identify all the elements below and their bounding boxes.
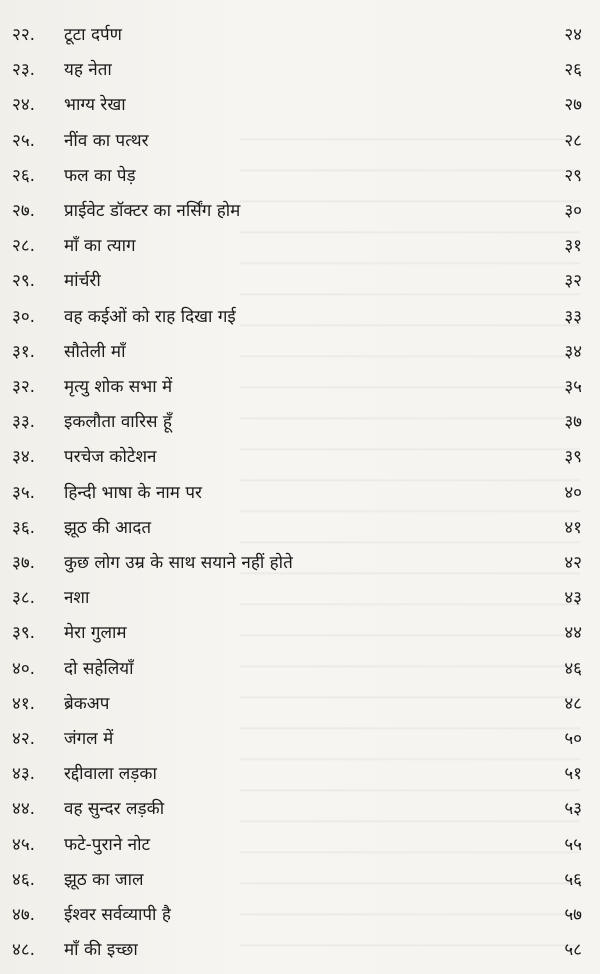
entry-title: मेरा गुलाम — [64, 623, 127, 644]
toc-entry — [0, 581, 600, 615]
entry-page-number: ५३ — [564, 799, 582, 820]
entry-page-number: ३४ — [564, 341, 582, 362]
entry-number: २५. — [12, 130, 36, 151]
entry-number: ४६. — [12, 869, 36, 890]
entry-title: कुछ लोग उम्र के साथ सयाने नहीं होते — [64, 553, 293, 573]
toc-entry — [0, 652, 600, 686]
entry-page-number: ३९ — [564, 447, 582, 468]
toc-entry — [0, 511, 600, 545]
toc-entry — [0, 440, 600, 474]
entry-title: परचेज कोटेशन — [64, 447, 157, 468]
entry-page-number: ५५ — [564, 834, 582, 855]
entry-title: फल का पेड़ — [64, 165, 136, 186]
entry-title: मांर्चरी — [64, 271, 101, 292]
toc-entry — [0, 229, 600, 263]
entry-page-number: ५७ — [564, 905, 582, 925]
toc-entry — [0, 405, 600, 439]
entry-number: ४४. — [12, 799, 36, 820]
entry-page-number: ३७ — [564, 412, 582, 433]
toc-entry — [0, 88, 600, 122]
toc-entry — [0, 194, 600, 228]
toc-entry — [0, 370, 600, 404]
entry-number: ३४. — [12, 447, 36, 468]
entry-page-number: २४ — [564, 25, 582, 45]
entry-page-number: ५८ — [564, 940, 582, 961]
entry-title: दो सहेलियाँ — [64, 658, 134, 679]
entry-number: ४१. — [12, 693, 36, 714]
entry-title: इकलौता वारिस हूँ — [64, 412, 172, 433]
entry-page-number: २७ — [564, 95, 582, 116]
entry-number: ४५. — [12, 834, 36, 855]
toc-entry — [0, 863, 600, 897]
entry-title: वह कईओं को राह दिखा गई — [64, 306, 236, 327]
entry-number: २४. — [12, 95, 36, 116]
toc-entry — [0, 264, 600, 298]
entry-title: यह नेता — [64, 60, 112, 81]
entry-page-number: ५६ — [564, 869, 582, 890]
entry-title: सौतेली माँ — [64, 341, 126, 362]
entry-page-number: ४४ — [564, 623, 582, 644]
toc-entry — [0, 792, 600, 826]
toc-entry — [0, 335, 600, 369]
entry-title: भाग्य रेखा — [64, 95, 126, 116]
entry-page-number: ३५ — [564, 377, 582, 397]
entry-title: प्राईवेट डॉक्टर का नर्सिंग होम — [64, 201, 241, 221]
entry-title: मृत्यु शोक सभा में — [64, 377, 173, 397]
entry-title: माँ की इच्छा — [64, 940, 138, 961]
entry-page-number: ४३ — [564, 588, 582, 609]
entry-title: रद्दीवाला लड़का — [64, 764, 157, 785]
entry-number: ३७. — [12, 553, 36, 573]
toc-entry — [0, 757, 600, 791]
entry-page-number: ४२ — [564, 553, 582, 573]
entry-page-number: २६ — [564, 60, 582, 81]
toc-entry — [0, 722, 600, 756]
entry-page-number: ५० — [564, 729, 582, 749]
entry-title: वह सुन्दर लड़की — [64, 799, 165, 820]
toc-entry — [0, 933, 600, 967]
entry-page-number: ३३ — [564, 306, 582, 327]
entry-number: २८. — [12, 236, 36, 257]
toc-entry — [0, 159, 600, 193]
entry-title: झूठ का जाल — [64, 869, 144, 890]
entry-title: ब्रेकअप — [64, 693, 110, 714]
entry-page-number: २९ — [564, 165, 582, 186]
toc-entry — [0, 828, 600, 862]
entry-title: ईश्वर सर्वव्यापी है — [64, 905, 171, 925]
entry-page-number: ४१ — [564, 517, 582, 538]
entry-page-number: ४० — [564, 482, 582, 503]
toc-entry — [0, 18, 600, 52]
entry-title: टूटा दर्पण — [64, 25, 122, 45]
entry-number: ३२. — [12, 377, 36, 397]
entry-page-number: २८ — [564, 130, 582, 151]
toc-entry — [0, 53, 600, 87]
entry-number: २९. — [12, 271, 36, 292]
entry-title: फटे-पुराने नोट — [64, 834, 151, 855]
entry-page-number: ३१ — [564, 236, 582, 257]
entry-number: ४३. — [12, 764, 36, 785]
entry-page-number: ४८ — [564, 693, 582, 714]
entry-number: ३८. — [12, 588, 36, 609]
entry-title: माँ का त्याग — [64, 236, 136, 257]
entry-number: ३०. — [12, 306, 36, 327]
entry-number: ४८. — [12, 940, 36, 961]
entry-title: नींव का पत्थर — [64, 130, 149, 151]
entry-title: नशा — [64, 588, 90, 609]
entry-number: ३१. — [12, 341, 36, 362]
toc-entry — [0, 124, 600, 158]
entry-number: ३५. — [12, 482, 36, 503]
entry-title: झूठ की आदत — [64, 517, 152, 538]
toc-entry — [0, 300, 600, 334]
toc-entry — [0, 687, 600, 721]
entry-page-number: ५१ — [564, 764, 582, 785]
entry-title: हिन्दी भाषा के नाम पर — [64, 482, 202, 503]
entry-number: ३६. — [12, 517, 36, 538]
entry-number: २३. — [12, 60, 36, 81]
toc-entry — [0, 476, 600, 510]
entry-number: ३९. — [12, 623, 36, 644]
entry-title: जंगल में — [64, 729, 114, 749]
entry-number: २६. — [12, 165, 36, 186]
toc-entry — [0, 546, 600, 580]
entry-number: २२. — [12, 25, 36, 45]
entry-page-number: ३० — [564, 201, 582, 221]
entry-number: ४०. — [12, 658, 36, 679]
entry-number: ४२. — [12, 729, 36, 749]
entry-number: २७. — [12, 201, 36, 221]
entry-number: ४७. — [12, 905, 36, 925]
entry-page-number: ३२ — [564, 271, 582, 292]
toc-entry — [0, 616, 600, 650]
toc-entry — [0, 898, 600, 932]
entry-number: ३३. — [12, 412, 36, 433]
entry-page-number: ४६ — [564, 658, 582, 679]
